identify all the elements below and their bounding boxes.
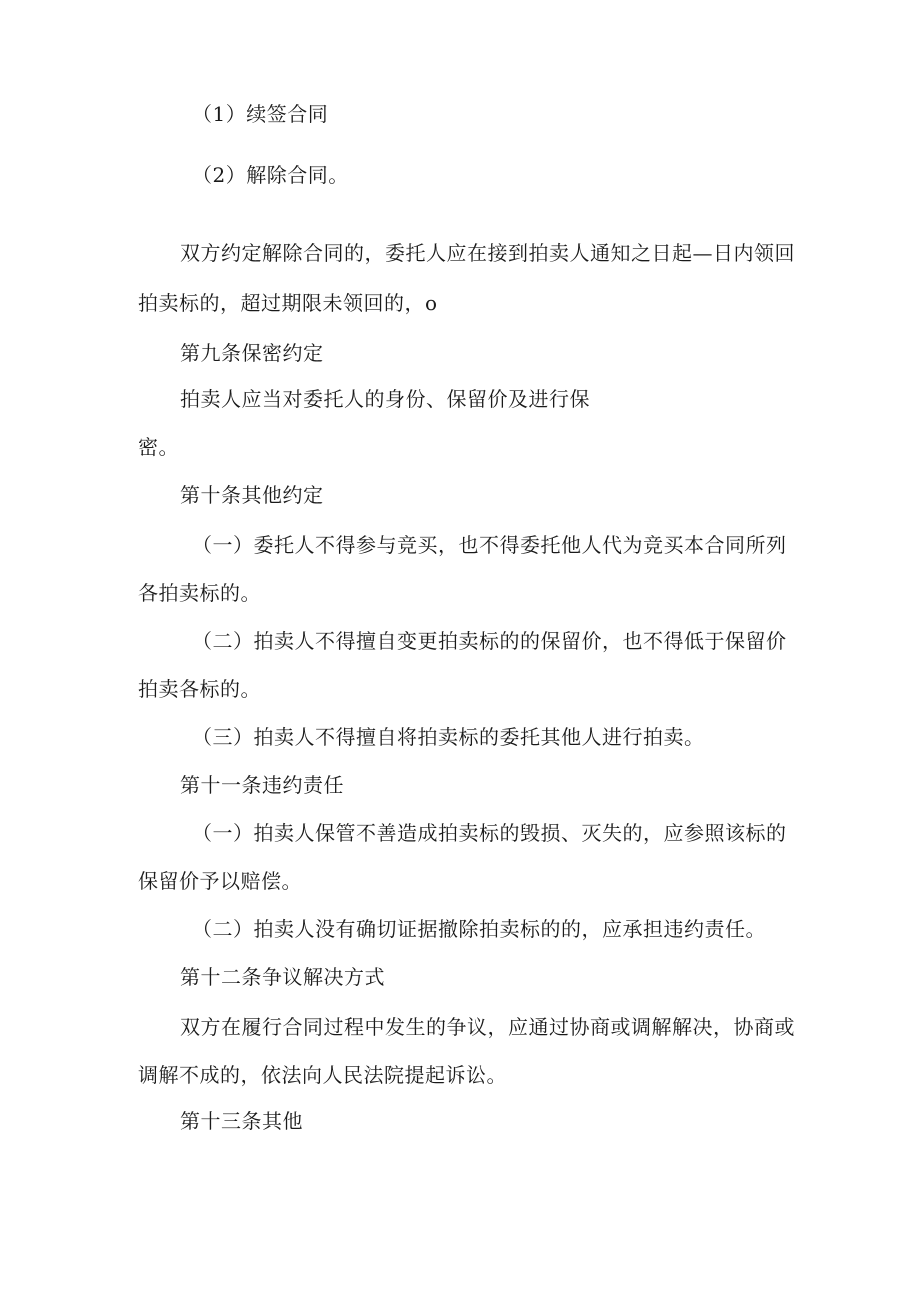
clause-item-renew: （1）续签合同	[192, 102, 329, 126]
article-9-body-line-2: 密。	[138, 435, 179, 459]
article-12-heading: 第十二条争议解决方式	[180, 965, 385, 989]
article-11-heading: 第十一条违约责任	[180, 773, 344, 797]
paragraph-termination-line-2: 拍卖标的，超过期限未领回的，o	[138, 291, 438, 315]
article-9-heading: 第九条保密约定	[180, 341, 324, 365]
article-10-item-2-line-2: 拍卖各标的。	[138, 677, 261, 701]
article-10-item-3: （三）拍卖人不得擅自将拍卖标的委托其他人进行拍卖。	[192, 725, 705, 749]
article-9-body-line-1: 拍卖人应当对委托人的身份、保留价及进行保	[180, 387, 590, 411]
article-10-item-1-line-2: 各拍卖标的。	[138, 581, 261, 605]
article-10-item-2-line-1: （二）拍卖人不得擅自变更拍卖标的的保留价，也不得低于保留价	[192, 629, 787, 653]
article-12-body-line-1: 双方在履行合同过程中发生的争议，应通过协商或调解解决，协商或	[180, 1015, 795, 1039]
article-12-body-line-2: 调解不成的，依法向人民法院提起诉讼。	[138, 1063, 507, 1087]
article-11-item-1-line-1: （一）拍卖人保管不善造成拍卖标的毁损、灭失的，应参照该标的	[192, 821, 787, 845]
article-10-item-1-line-1: （一）委托人不得参与竞买，也不得委托他人代为竞买本合同所列	[192, 533, 787, 557]
clause-item-terminate: （2）解除合同。	[192, 163, 349, 187]
article-10-heading: 第十条其他约定	[180, 483, 324, 507]
article-11-item-1-line-2: 保留价予以赔偿。	[138, 869, 302, 893]
article-11-item-2: （二）拍卖人没有确切证据撤除拍卖标的的，应承担违约责任。	[192, 917, 766, 941]
article-13-heading: 第十三条其他	[180, 1109, 303, 1133]
paragraph-termination-line-1: 双方约定解除合同的，委托人应在接到拍卖人通知之日起—日内领回	[180, 241, 795, 265]
